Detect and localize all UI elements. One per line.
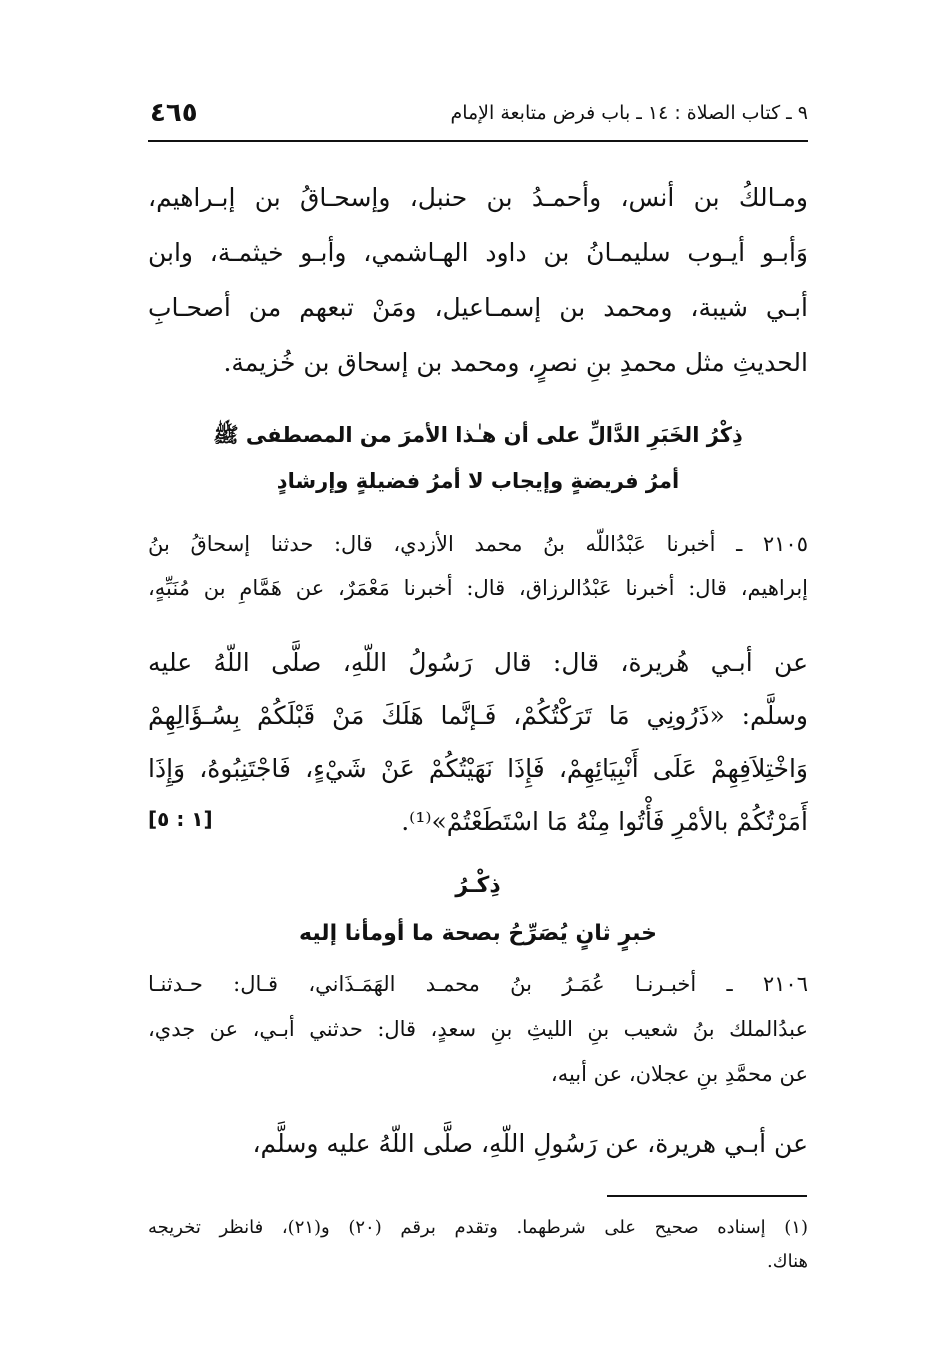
matn-2105 [148, 636, 808, 848]
running-head: ٩ ـ كتاب الصلاة : ١٤ ـ باب فرض متابعة الإمام [450, 102, 808, 124]
text-line: ٢١٠٥ ـ أخبرنا عَبْدُاللّه بنُ محمد الأزدي، قال: حدثنا إسحاقُ بنُ [148, 532, 808, 556]
text-line: أَمَرْتُكُمْ بالأمْرِ فَأْتُوا مِنْهُ مَا اسْتَطَعْتُمْ»⁽¹⁾. [401, 807, 808, 836]
heading-line: ذِكْرُ الخَبَرِ الدَّالِّ على أن هـٰذا الأمرَ من المصطفى ﷺ [213, 423, 743, 447]
text-line: وَأبـو أيـوب سليمـانُ بن داود الهـاشمي، وأبـو خيثمـة، وابن [148, 238, 808, 267]
footnote-divider [607, 1195, 807, 1197]
footnote [148, 1211, 808, 1279]
text-line: الحديثِ مثل محمدِ بنِ نصرٍ، ومحمد بن إسحاق بن خُزيمة. [223, 348, 808, 377]
text-line: عن أبـي هريرة، عن رَسُولِ اللّهِ، صلَّى اللّهُ عليه وسلَّم، [252, 1129, 808, 1158]
text-line: ومـالكُ بن أنس، وأحمـدُ بن حنبل، وإسحـاقُ بن إبـراهيم، [148, 183, 808, 212]
paragraph-narrators [148, 170, 808, 390]
matn-2106 [148, 1116, 808, 1171]
text-line: وَاخْتِلاَفِهِمْ عَلَى أَنْبِيَائِهِمْ، فَإِذَا نَهَيْتُكُمْ عَنْ شَيْءٍ، فَاجْتَنِبُوهُ، وَإِذَا [148, 754, 808, 783]
page-header [148, 96, 808, 142]
footnote-line: هناك. [767, 1251, 808, 1272]
isnad-2105 [148, 522, 808, 610]
text-line: ٢١٠٦ ـ أخبـرنـا عُمَـرُ بنُ محمـد الهَمَـذَاني، قـال: حـدثنـا [148, 972, 808, 996]
text-line: أبـي شيبة، ومحمد بن إسمـاعيل، ومَنْ تبعهم من أصحـابِ [148, 293, 808, 322]
heading-line: ذِكْـرُ [455, 873, 501, 898]
footnote-line: (١) إسناده صحيح على شرطهما. وتقدم برقم (٢٠) و(٢١)، فانظر تخريجه [148, 1217, 808, 1238]
heading-line: أمرُ فريضةٍ وإيجاب لا أمرُ فضيلةٍ وإرشادٍ [276, 469, 680, 493]
section-heading-2 [148, 862, 808, 958]
text-line: عبدُالملك بنُ شعيب بنِ الليثِ بنِ سعدٍ، قال: حدثني أبـي، عن جدي، [148, 1017, 808, 1041]
heading-line: خبرٍ ثانٍ يُصَرِّحُ بصحة ما أومأنا إليه [298, 921, 657, 946]
text-line: وسلَّم: «ذَرُونِي مَا تَرَكْتُكُمْ، فَـإنَّما هَلَكَ مَنْ قَبْلَكُمْ بِسُـؤَالِهِمْ [148, 701, 808, 730]
text-line: عن أبـي هُريرة، قال: قال رَسُولُ اللّهِ، صلَّى اللّهُ عليه [148, 648, 808, 677]
text-line: إبراهيم، قال: أخبرنا عَبْدُالرزاق، قال: أخبرنا مَعْمَرٌ، عن هَمَّامِ بن مُنَبِّهٍ، [148, 576, 808, 600]
hadith-reference: [١ : ٥] [148, 807, 213, 831]
page-number: ٤٦٥ [150, 98, 198, 128]
section-heading-1 [148, 412, 808, 504]
isnad-2106 [148, 962, 808, 1097]
text-line: عن محمَّدِ بنِ عجلان، عن أبيه، [550, 1062, 808, 1086]
